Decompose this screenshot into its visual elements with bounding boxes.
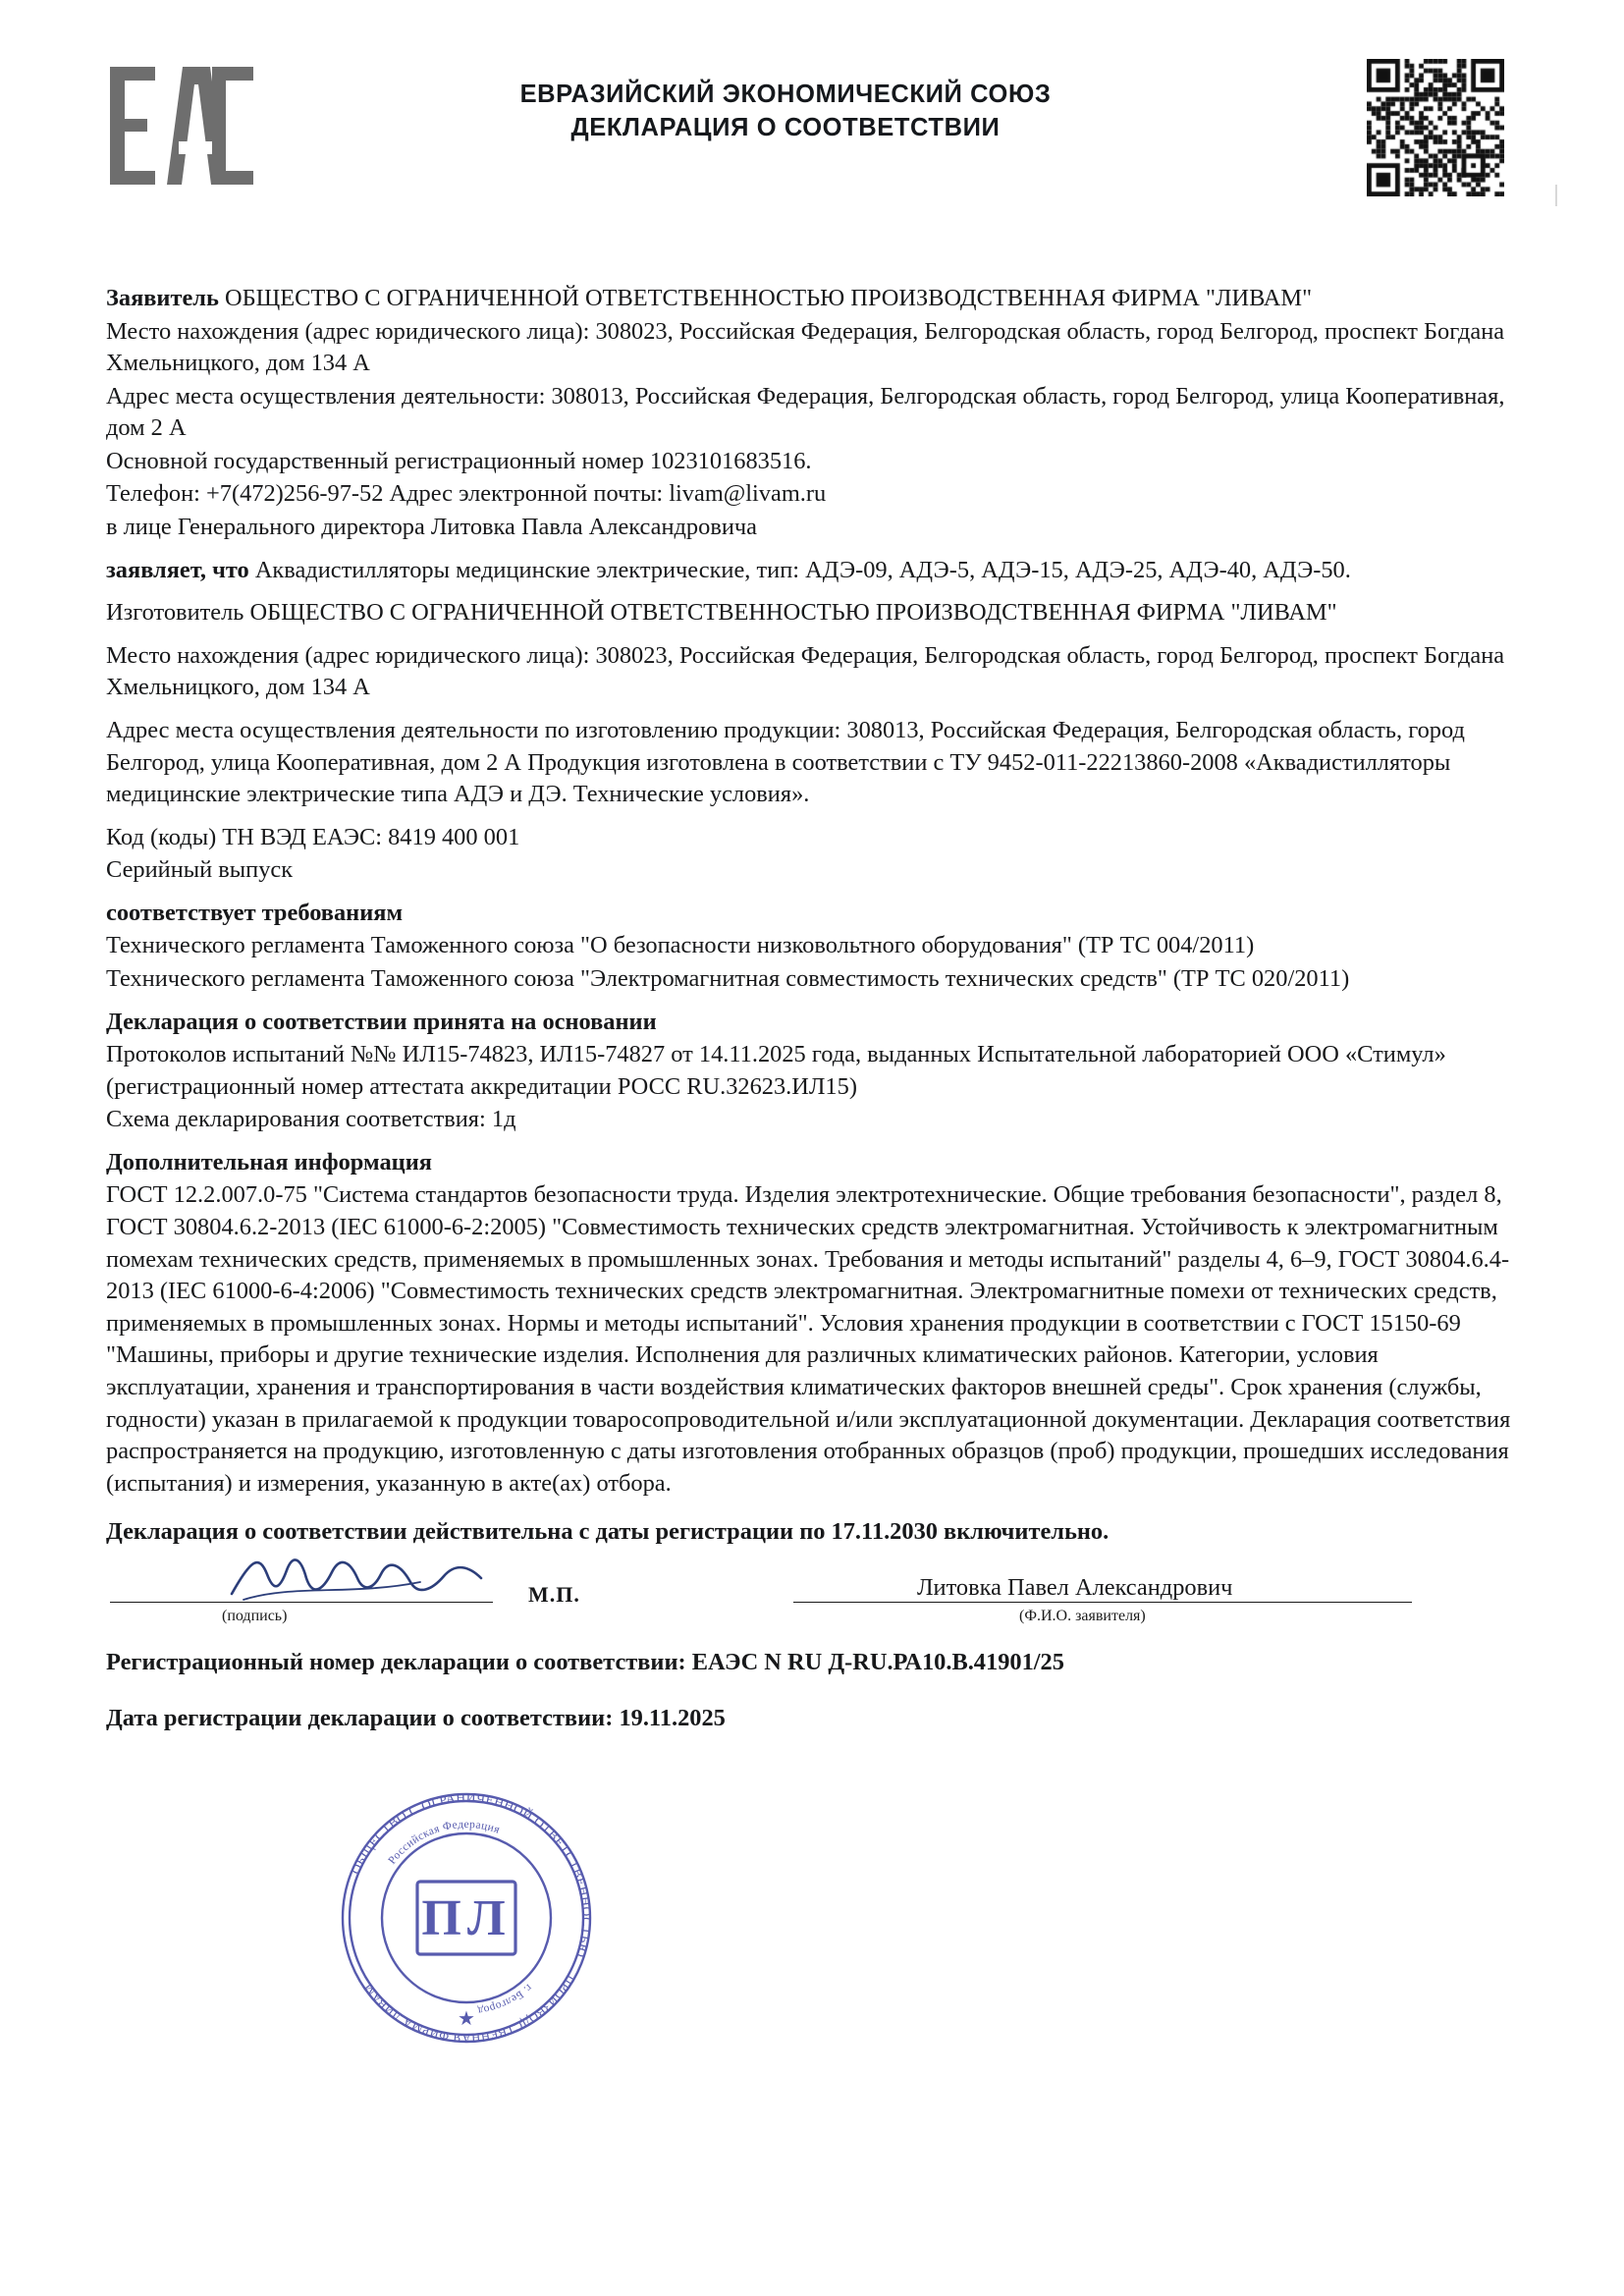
additional-info-heading: Дополнительная информация bbox=[106, 1148, 432, 1175]
declarant-ogrn: Основной государственный регистрационный номер 1023101683516. bbox=[106, 447, 812, 474]
conformity-heading: соответствует требованиям bbox=[106, 899, 404, 926]
registration-number-value: ЕАЭС N RU Д-RU.РА10.В.41901/25 bbox=[691, 1648, 1064, 1675]
title-line-2: ДЕКЛАРАЦИЯ О СООТВЕТСТВИИ bbox=[570, 113, 1001, 141]
product-description: Аквадистилляторы медицинские электрические, тип: АДЭ-09, АДЭ-5, АДЭ-15, АДЭ-25, АДЭ-40, АДЭ-50. bbox=[254, 556, 1351, 583]
svg-text:г. Белгород: г. Белгород bbox=[476, 1981, 534, 2017]
declarant-activity-address: Адрес места осуществления деятельности: 308013, Российская Федерация, Белгородская область, город Белгород, улица Кооперативная, дом 2 А bbox=[106, 382, 1505, 442]
svg-text:ПЛ: ПЛ bbox=[421, 1890, 512, 1946]
declarant-legal-address: Место нахождения (адрес юридического лица): 308023, Российская Федерация, Белгородская область, город Белгород, проспект Богдана Хмельницкого, дом 134 А bbox=[106, 317, 1505, 377]
registration-number-row bbox=[106, 1647, 1520, 1679]
declares-block bbox=[106, 555, 1520, 587]
signer-name: Литовка Павел Александрович bbox=[917, 1573, 1233, 1601]
validity-statement: Декларация о соответствии действительна с даты регистрации по 17.11.2030 включительно. bbox=[106, 1518, 1110, 1546]
manufacturer-label: Изготовитель bbox=[106, 599, 244, 627]
declarant-contacts: Телефон: +7(472)256-97-52 Адрес электронной почты: livam@livam.ru bbox=[106, 480, 827, 508]
company-round-stamp bbox=[324, 1776, 609, 2060]
registration-date-row bbox=[106, 1703, 1520, 1735]
signer-name-caption: (Ф.И.О. заявителя) bbox=[1019, 1607, 1146, 1624]
additional-info-text: ГОСТ 12.2.007.0-75 "Система стандартов безопасности труда. Изделия электротехнические. Общие требования безопасности", раздел 8, ГОСТ 30804.6.2-2013 (IEC 61000-6-2:2005) "Совместимость технических средств электромагнитная. Устойчивость к электромагнитным помехам технических средств, применяемых в промышленных зонах. Требования и методы испытаний" разделы 4, 6–9, ГОСТ 30804.6.4-2013 (IEC 61000-6-4:2006) "Совместимость технических средств электромагнитная. Электромагнитные помехи от технических средств, применяемых в промышленных зонах. Нормы и методы испытаний". Условия хранения продукции в соответствии с ГОСТ 15150-69 "Машины, приборы и другие технические изделия. Исполнения для различных климатических районов. Категории, условия эксплуатации, хранения и транспортирования в части воздействия климатических факторов внешней среды". Срок хранения (службы, годности) указан в прилагаемой к продукции товаросопроводительной и/или эксплуатационной документации. Декларация соответствия распространяется на продукцию, изготовленную с даты изготовления отобранных образцов (проб) продукции, прошедших исследования (испытания) и измерения, указанную в акте(ах) отбора. bbox=[106, 1181, 1511, 1497]
declarant-label: Заявитель bbox=[106, 285, 219, 311]
handwritten-signature bbox=[224, 1549, 489, 1608]
svg-text:Российская Федерация: Российская Федерация bbox=[386, 1818, 502, 1867]
document-header bbox=[0, 51, 1624, 198]
declaration-scheme: Схема декларирования соответствия: 1д bbox=[106, 1106, 516, 1133]
basis-protocols: Протоколов испытаний №№ ИЛ15-74823, ИЛ15-74827 от 14.11.2025 года, выданных Испытательной лабораторией ООО «Стимул» (регистрационный номер аттестата аккредитации РОСС RU.32623.ИЛ15) bbox=[106, 1041, 1446, 1100]
tnved-code: Код (коды) ТН ВЭД ЕАЭС: 8419 400 001 bbox=[106, 823, 520, 850]
manufacturing-address: Адрес места осуществления деятельности по изготовлению продукции: 308013, Российская Федерация, Белгородская область, город Белгород, улица Кооперативная, дом 2 А Продукция изготовлена в соответствии с ТУ 9452-011-22213860-2008 «Аквадистилляторы медицинские электрические типа АДЭ и ДЭ. Технические условия». bbox=[106, 716, 1465, 808]
declarant-representative: в лице Генерального директора Литовка Павла Александровича bbox=[106, 514, 757, 541]
release-type: Серийный выпуск bbox=[106, 856, 294, 884]
registration-date-label: Дата регистрации декларации о соответствии: bbox=[106, 1704, 614, 1731]
eac-conformity-mark-icon bbox=[108, 65, 255, 188]
manufacturer-legal-address: Место нахождения (адрес юридического лица): 308023, Российская Федерация, Белгородская область, город Белгород, проспект Богдана Хмельницкого, дом 134 А bbox=[106, 641, 1505, 701]
signature-caption: (подпись) bbox=[222, 1607, 288, 1624]
conformity-requirement-1: Технического регламента Таможенного союза "О безопасности низковольтного оборудования" (ТР ТС 004/2011) bbox=[106, 932, 1255, 959]
signature-rule-left bbox=[110, 1602, 493, 1603]
registration-date-value: 19.11.2025 bbox=[619, 1704, 726, 1731]
manufacturer-name: ОБЩЕСТВО С ОГРАНИЧЕННОЙ ОТВЕТСТВЕННОСТЬЮ ПРОИЗВОДСТВЕННАЯ ФИРМА "ЛИВАМ" bbox=[249, 599, 1337, 627]
declarant-block bbox=[106, 283, 1520, 315]
document-body bbox=[106, 283, 1520, 1759]
seal-place-label: М.П. bbox=[528, 1581, 580, 1607]
declares-label: заявляет, что bbox=[106, 556, 249, 583]
svg-text:ОБЩЕСТВО С ОГРАНИЧЕННОЙ ОТВЕТС: ОБЩЕСТВО С ОГРАНИЧЕННОЙ ОТВЕТСТВЕННОСТЬЮ bbox=[348, 1789, 595, 1960]
conformity-requirement-2: Технического регламента Таможенного союза "Электромагнитная совместимость технических средств" (ТР ТС 020/2011) bbox=[106, 964, 1350, 992]
declarant-name: ОБЩЕСТВО С ОГРАНИЧЕННОЙ ОТВЕТСТВЕННОСТЬЮ ПРОИЗВОДСТВЕННАЯ ФИРМА "ЛИВАМ" bbox=[225, 285, 1313, 311]
signature-row bbox=[106, 1574, 1520, 1631]
scan-edge-mark bbox=[1555, 185, 1557, 206]
registration-number-label: Регистрационный номер декларации о соответствии: bbox=[106, 1648, 686, 1675]
svg-text:ПРОИЗВОДСТВЕННАЯ ФИРМА ЛИВАМ: ПРОИЗВОДСТВЕННАЯ ФИРМА ЛИВАМ bbox=[360, 1972, 577, 2046]
svg-text:★: ★ bbox=[458, 2008, 475, 2030]
title-line-1: ЕВРАЗИЙСКИЙ ЭКОНОМИЧЕСКИЙ СОЮЗ bbox=[519, 81, 1052, 108]
page-title bbox=[373, 79, 1198, 144]
qr-code bbox=[1367, 59, 1504, 196]
manufacturer-block bbox=[106, 597, 1520, 629]
basis-heading: Декларация о соответствии принята на основании bbox=[106, 1008, 657, 1035]
